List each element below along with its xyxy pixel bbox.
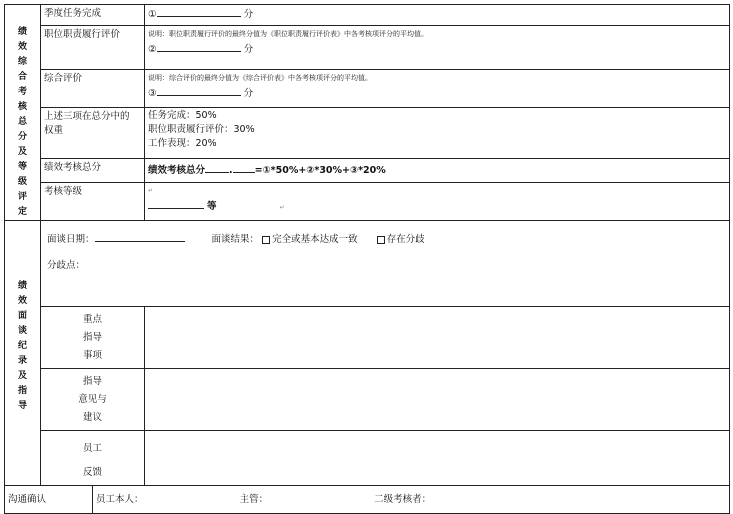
- value-duty-performance: 说明：职位职责履行评价的最终分值为《职位职责履行评价表》中各考核项评分的平均值。 ② 分: [145, 26, 730, 70]
- section-title-char: 考: [17, 87, 27, 97]
- section-title-char: 绩: [17, 281, 27, 291]
- section-title-char: 综: [17, 57, 27, 67]
- label-grade: 考核等级: [41, 182, 145, 220]
- checkbox-agree[interactable]: [262, 236, 270, 244]
- label-guidance-advice: 指导 意见与 建议: [41, 369, 145, 431]
- input-key-guidance[interactable]: [145, 307, 730, 369]
- input-employee-feedback[interactable]: [145, 431, 730, 486]
- section-title-char: 纪: [17, 341, 27, 351]
- section-title-char: 等: [17, 162, 27, 172]
- total-score-decimal-field[interactable]: [233, 162, 255, 173]
- value-quarter-task: ① 分: [145, 5, 730, 26]
- section-title-char: 导: [17, 401, 27, 411]
- label-key-guidance: 重点 指导 事项: [41, 307, 145, 369]
- performance-evaluation-table: [4, 4, 730, 514]
- interview-date-label: 面谈日期：: [47, 234, 95, 245]
- section-title-char: 面: [17, 311, 27, 321]
- interview-date-field[interactable]: [95, 231, 185, 242]
- supervisor-signature-label: 主管：: [239, 494, 269, 505]
- value-total-score: 绩效考核总分 . =①*50%+②*30%+③*20%: [145, 159, 730, 183]
- disagreement-label: 分歧点：: [47, 260, 86, 271]
- label-total-score: 绩效考核总分: [41, 159, 145, 183]
- section-title-char: 绩: [17, 27, 27, 37]
- section-title-interview: [5, 221, 41, 486]
- value-weights: [145, 107, 730, 158]
- weight-task: 任务完成：50%: [148, 109, 217, 121]
- label-overall-evaluation: 综合评价: [41, 69, 145, 107]
- employee-signature-label: 员工本人：: [96, 494, 144, 505]
- input-guidance-advice[interactable]: [145, 369, 730, 431]
- second-reviewer-label: 二级考核者：: [374, 494, 432, 505]
- section-title-char: 总: [17, 117, 27, 127]
- value-overall-evaluation: 说明：综合评价的最终分值为《综合评价表》中各考核项评分的平均值。 ③ 分: [145, 69, 730, 107]
- total-score-integer-field[interactable]: [205, 162, 229, 173]
- note-duty-performance: 说明：职位职责履行评价的最终分值为《职位职责履行评价表》中各考核项评分的平均值。: [148, 30, 429, 39]
- section-title-char: 合: [17, 72, 27, 82]
- section-title-evaluation: [5, 5, 41, 221]
- section-title-char: 录: [17, 356, 27, 366]
- signature-row: [93, 486, 730, 514]
- interview-info: 面谈日期： 面谈结果： 完全或基本达成一致 存在分歧 分歧点：: [41, 221, 730, 307]
- section-title-char: 及: [17, 371, 27, 381]
- section-title-char: 效: [17, 296, 27, 306]
- section-title-char: 核: [17, 102, 27, 112]
- label-employee-feedback: 员工 反馈: [41, 431, 145, 486]
- grade-field[interactable]: [148, 198, 204, 209]
- value-grade: ↵ 等 ↵: [145, 182, 730, 220]
- total-score-formula: =①*50%+②*30%+③*20%: [254, 165, 386, 177]
- score-field-duty-performance[interactable]: [157, 41, 241, 52]
- label-duty-performance: 职位职责履行评价: [41, 26, 145, 70]
- checkbox-disagree[interactable]: [377, 236, 385, 244]
- weight-performance: 工作表现：20%: [148, 137, 217, 149]
- section-title-char: 及: [17, 147, 27, 157]
- section-title-char: 定: [17, 207, 27, 217]
- interview-result-label: 面谈结果：: [211, 234, 260, 245]
- section-title-char: 分: [17, 132, 27, 142]
- section-title-char: 级: [17, 177, 27, 187]
- label-weights: 上述三项在总分中的 权重: [41, 107, 145, 158]
- score-field-quarter-task[interactable]: [157, 6, 241, 17]
- note-overall-evaluation: 说明：综合评价的最终分值为《综合评价表》中各考核项评分的平均值。: [148, 73, 373, 82]
- label-confirm: 沟通确认: [5, 486, 93, 514]
- weight-duty: 职位职责履行评价：30%: [148, 123, 255, 135]
- section-title-char: 谈: [17, 326, 27, 336]
- section-title-char: 评: [17, 192, 27, 202]
- section-title-char: 指: [17, 386, 27, 396]
- score-field-overall-evaluation[interactable]: [157, 85, 241, 96]
- label-quarter-task: 季度任务完成: [41, 5, 145, 26]
- section-title-char: 效: [17, 42, 27, 52]
